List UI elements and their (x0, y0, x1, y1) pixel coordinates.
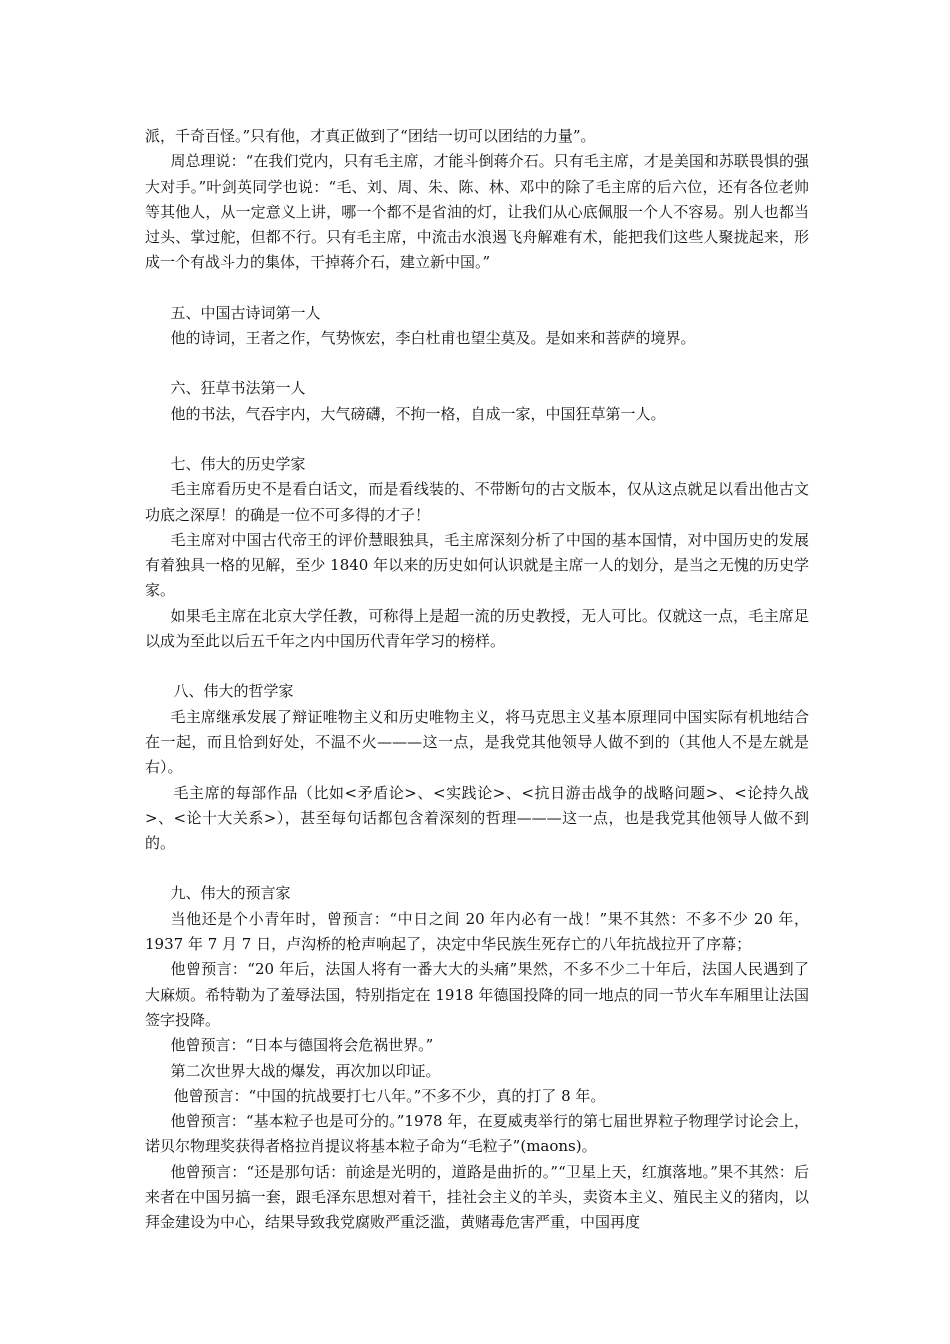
paragraph: 毛主席继承发展了辩证唯物主义和历史唯物主义，将马克思主义基本原理同中国实际有机地结合在一起，而且恰到好处，不温不火———这一点，是我党其他领导人做不到的（其他人不是左就是右）。 (145, 707, 809, 777)
blank-line (145, 276, 809, 301)
section-heading: 五、中国古诗词第一人 (170, 303, 321, 322)
paragraph: 派，千奇百怪。”只有他，才真正做到了“团结一切可以团结的力量”。 (145, 127, 596, 145)
blank-line (145, 351, 809, 376)
blank-line (145, 427, 809, 452)
paragraph: 当他还是个小青年时，曾预言：“中日之间 20 年内必有一战！”果不其然：不多不少 20 年，1937 年 7 月 7 日，卢沟桥的枪声响起了，决定中华民族生死存亡的八年抗战拉开了序幕； (145, 909, 809, 954)
paragraph: 毛主席看历史不是看白话文，而是看线装的、不带断句的古文版本，仅从这点就足以看出他古文功底之深厚！的确是一位不可多得的才子！ (145, 480, 809, 524)
section-heading: 六、狂草书法第一人 (170, 379, 306, 398)
paragraph: 毛主席对中国古代帝王的评价慧眼独具，毛主席深刻分析了中国的基本国情，对中国历史的发展有着独具一格的见解，至少 1840 年以来的历史如何认识就是主席一人的划分，是当之无愧的历史学家。 (145, 530, 809, 600)
paragraph: 第二次世界大战的爆发，再次加以印证。 (170, 1061, 441, 1080)
paragraph: 他曾预言：“20 年后，法国人将有一番大大的头痛”果然，不多不少二十年后，法国人民遇到了大麻烦。希特勒为了羞辱法国，特别指定在 1918 年德国投降的同一地点的同一节火车车厢里让法国签字投降。 (145, 960, 809, 1029)
document-page (145, 124, 809, 1236)
paragraph: 周总理说：“在我们党内，只有毛主席，才能斗倒蒋介石。只有毛主席，才是美国和苏联畏惧的强大对手。”叶剑英同学也说：“毛、刘、周、朱、陈、林、邓中的除了毛主席的后六位，还有各位老帅等其他人，从一定意义上讲，哪一个都不是省油的灯，让我们从心底佩服一个人不容易。别人也都当过头、掌过舵，但都不行。只有毛主席，中流击水浪遏飞舟解难有术，能把我们这些人聚拢起来，形成一个有战斗力的集体，干掉蒋介石，建立新中国。” (145, 152, 809, 272)
paragraph: 他曾预言：“还是那句话：前途是光明的，道路是曲折的。”“卫星上天，红旗落地。”果不其然：后来者在中国另搞一套，跟毛泽东思想对着干，挂社会主义的羊头，卖资本主义、殖民主义的猪肉，以拜金建设为中心，结果导致我党腐败严重泛滥，黄赌毒危害严重，中国再度 (145, 1162, 809, 1232)
blank-line (145, 654, 809, 679)
paragraph: 他的书法，气吞宇内，大气磅礴，不拘一格，自成一家，中国狂草第一人。 (170, 404, 666, 423)
paragraph: 他曾预言：“日本与德国将会危祸世界。” (170, 1036, 434, 1055)
paragraph: 如果毛主席在北京大学任教，可称得上是超一流的历史教授，无人可比。仅就这一点，毛主席足以成为至此以后五千年之内中国历代青年学习的榜样。 (145, 606, 809, 651)
paragraph: 他曾预言：“基本粒子也是可分的。”1978 年，在夏威夷举行的第七届世界粒子物理学讨论会上，诺贝尔物理奖获得者格拉肖提议将基本粒子命为“毛粒子”(maons)。 (145, 1112, 809, 1156)
blank-line (145, 856, 809, 881)
section-heading: 七、伟大的历史学家 (170, 454, 306, 473)
section-heading: 八、伟大的哲学家 (173, 682, 294, 701)
paragraph: 毛主席的每部作品（比如<矛盾论>、<实践论>、<抗日游击战争的战略问题>、<论持久战>、<论十大关系>），甚至每句话都包含着深刻的哲理———这一点，也是我党其他领导人做不到的。 (145, 783, 809, 853)
paragraph: 他曾预言：“中国的抗战要打七八年。”不多不少，真的打了 8 年。 (173, 1086, 606, 1105)
section-heading: 九、伟大的预言家 (170, 884, 291, 903)
paragraph: 他的诗词，王者之作，气势恢宏，李白杜甫也望尘莫及。是如来和菩萨的境界。 (170, 329, 696, 348)
